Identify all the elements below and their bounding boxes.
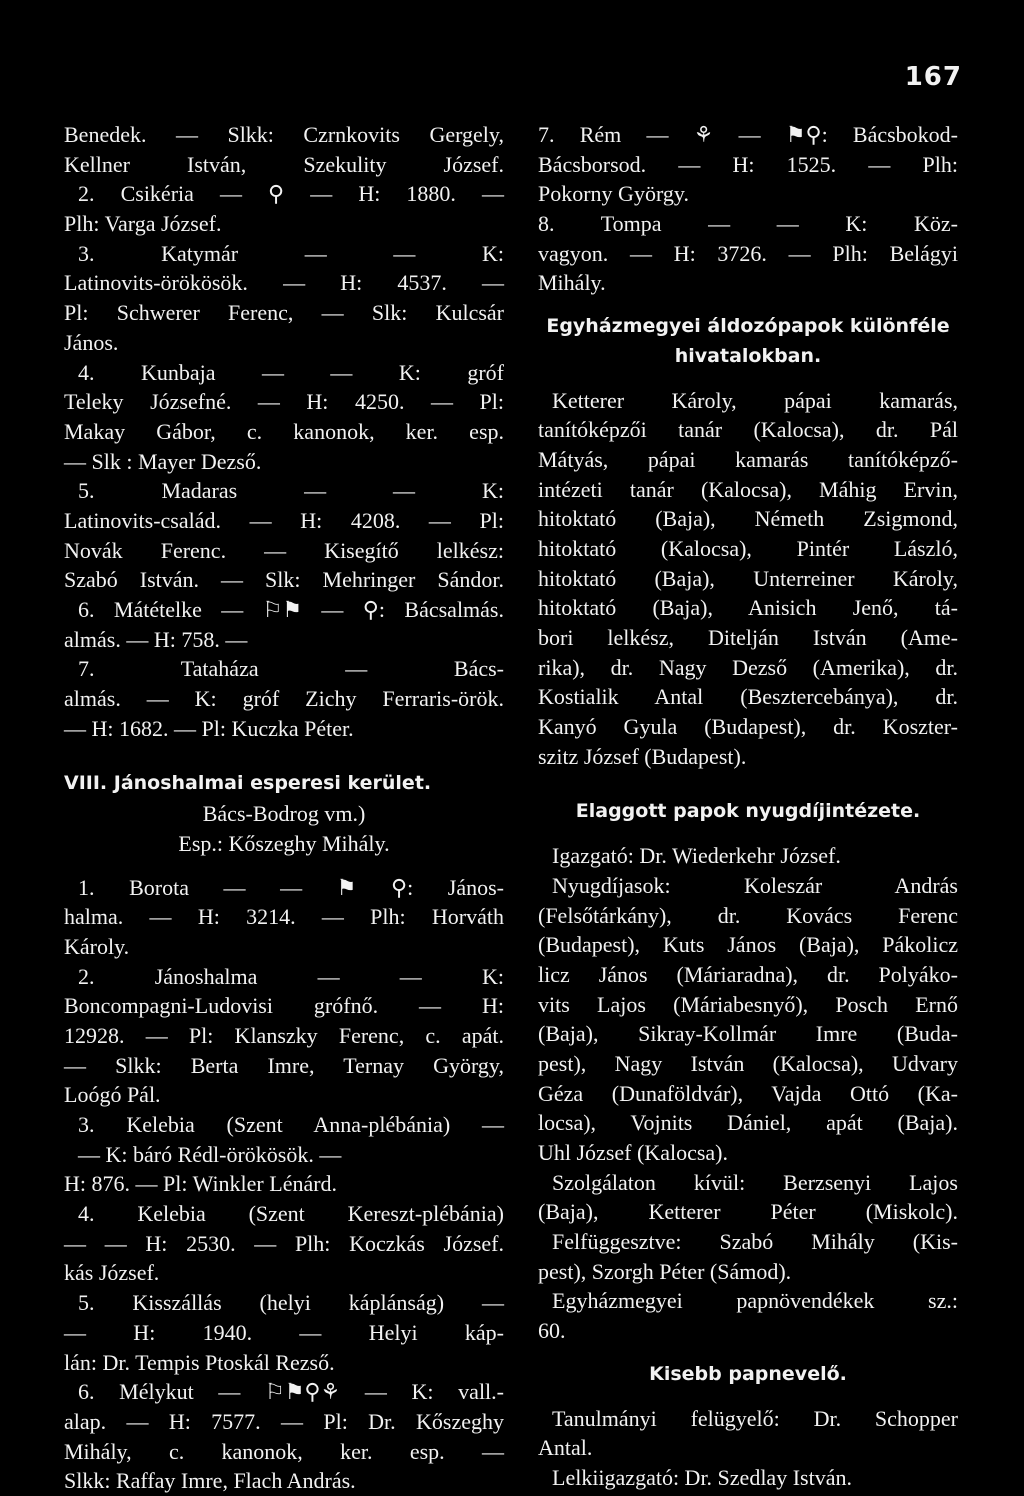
section-heading: Elaggott papok nyugdíjintézete. (575, 800, 921, 823)
text-line: rika), dr. Nagy Dezső (Amerika), dr. (538, 654, 958, 680)
text-line: Slkk: Raffay Imre, Flach András. (64, 1468, 356, 1494)
text-line: H: 876. — Pl: Winkler Lénárd. (64, 1171, 338, 1197)
section-heading: hivatalokban. (674, 344, 822, 367)
text-line: (Felsőtárkány), dr. Kovács Ferenc (538, 902, 958, 928)
text-line: hitoktató (Baja), Anisich Jenő, tá- (538, 595, 958, 621)
text-line: — Slkk: Berta Imre, Ternay György, (64, 1052, 504, 1078)
text-line: Kostialik Antal (Besztercebánya), dr. (538, 684, 958, 710)
text-line: almás. — H: 758. — (64, 626, 248, 652)
text-line: Esp.: Kőszeghy Mihály. (178, 830, 390, 856)
text-line: Plh: Varga József. (64, 211, 222, 237)
text-line: Igazgató: Dr. Wiederkehr József. (552, 843, 841, 869)
text-line: — K: báró Rédl-örökösök. — (78, 1141, 342, 1167)
text-line: Mihály. (538, 270, 606, 296)
text-line: intézeti tanár (Kalocsa), Máhig Ervin, (538, 476, 958, 502)
text-line: hitoktató (Kalocsa), Pintér László, (538, 535, 958, 561)
section-heading: Egyházmegyei áldozópapok különféle (546, 315, 950, 338)
text-line: 2. Csikéria — ⚲ — H: 1880. — (78, 181, 504, 207)
text-line: (Budapest), Kuts János (Baja), Pákolicz (538, 932, 958, 958)
text-line: Loógó Pál. (64, 1082, 161, 1108)
text-line: Kanyó Gyula (Budapest), dr. Koszter- (538, 714, 958, 740)
text-line: Károly. (64, 933, 130, 959)
text-line: Pokorny György. (538, 181, 689, 207)
text-line: vits Lajos (Máriabesnyő), Posch Ernő (538, 991, 958, 1017)
text-line: pest), Nagy István (Kalocsa), Udvary (538, 1050, 958, 1076)
text-line: 8. Tompa — — K: Köz- (538, 211, 958, 237)
text-line: 5. Kisszállás (helyi káplánság) — (78, 1290, 504, 1316)
section-heading: Kisebb papnevelő. (649, 1362, 847, 1385)
text-line: Kellner István, Szekulity József. (64, 151, 504, 177)
text-line: 3. Katymár — — K: (78, 240, 504, 266)
text-line: kás József. (64, 1260, 160, 1286)
text-line: Szabó István. — Slk: Mehringer Sándor. (64, 567, 504, 593)
text-line: Uhl József (Kalocsa). (538, 1140, 728, 1165)
text-line: Ketterer Károly, pápai kamarás, (552, 387, 958, 413)
text-line: Mátyás, pápai kamarás tanítóképző- (538, 446, 958, 472)
text-line: pest), Szorgh Péter (Sámod). (538, 1258, 792, 1284)
text-line: alap. — H: 7577. — Pl: Dr. Kőszeghy (64, 1408, 504, 1434)
text-line: János. (64, 329, 119, 355)
text-line: Géza (Dunaföldvár), Vajda Ottó (Ka- (538, 1080, 958, 1106)
text-line: hitoktató (Baja), Unterreiner Károly, (538, 565, 958, 591)
text-line: — — H: 2530. — Plh: Koczkás József. (64, 1230, 504, 1256)
text-line: Antal. (538, 1435, 593, 1461)
text-line: Pl: Schwerer Ferenc, — Slk: Kulcsár (64, 300, 504, 326)
section-heading: VIII. Jánoshalmai esperesi kerület. (64, 772, 432, 795)
left-column (64, 120, 504, 1496)
text-line: (Baja), Sikray-Kollmár Imre (Buda- (538, 1021, 958, 1047)
text-line: lán: Dr. Tempis Ptoskál Rezső. (64, 1349, 335, 1375)
text-line: 7. Tataháza — Bács- (78, 656, 504, 682)
text-line: 2. Jánoshalma — — K: (78, 963, 504, 989)
text-line: 3. Kelebia (Szent Anna-plébánia) — (78, 1112, 504, 1137)
text-line: Teleky Józsefné. — H: 4250. — Pl: (64, 389, 504, 415)
text-line: Benedek. — Slkk: Czrnkovits Gergely, (64, 122, 504, 147)
text-line: hitoktató (Baja), Németh Zsigmond, (538, 506, 958, 532)
text-line: 4. Kunbaja — — K: gróf (78, 359, 504, 385)
text-line: 4. Kelebia (Szent Kereszt-plébánia) (78, 1201, 504, 1227)
text-line: halma. — H: 3214. — Plh: Horváth (64, 904, 504, 930)
text-line: 6. Mélykut — ⚐⚑⚲⚘ — K: vall.- (78, 1379, 504, 1405)
text-line: locsa), Vojnits Dániel, apát (Baja). (538, 1110, 958, 1136)
text-line: 1. Borota — — ⚑ ⚲: János- (78, 874, 504, 900)
text-line: 7. Rém — ⚘ — ⚑⚲: Bácsbokod- (538, 122, 958, 147)
text-line: tanítóképzői tanár (Kalocsa), dr. Pál (538, 417, 958, 443)
text-line: licz János (Máriaradna), dr. Polyáko- (538, 961, 958, 987)
text-line: Latinovits-örökösök. — H: 4537. — (64, 270, 504, 296)
text-line: Tanulmányi felügyelő: Dr. Schopper (552, 1405, 958, 1431)
text-line: Latinovits-család. — H: 4208. — Pl: (64, 507, 504, 533)
right-column (538, 120, 958, 1493)
text-line: Makay Gábor, c. kanonok, ker. esp. (64, 418, 504, 444)
text-line: Mihály, c. kanonok, ker. esp. — (64, 1438, 504, 1464)
text-line: Nyugdíjasok: Koleszár András (552, 872, 958, 898)
text-line: — H: 1682. — Pl: Kuczka Péter. (64, 715, 354, 741)
text-line: bori lelkész, Ditelján István (Ame- (538, 625, 958, 650)
text-line: — Slk : Mayer Dezső. (64, 448, 262, 474)
text-line: Felfüggesztve: Szabó Mihály (Kis- (552, 1229, 958, 1255)
page-number: 167 (904, 62, 962, 92)
text-line: Egyházmegyei papnövendékek sz.: (552, 1288, 958, 1314)
text-line: 6. Mátételke — ⚐⚑ — ⚲: Bácsalmás. (78, 597, 504, 622)
text-line: 5. Madaras — — K: (78, 478, 504, 504)
text-line: vagyon. — H: 3726. — Plh: Belágyi (538, 240, 958, 266)
text-line: (Baja), Ketterer Péter (Miskolc). (538, 1199, 958, 1225)
text-line: Lelkiigazgató: Dr. Szedlay István. (552, 1464, 852, 1490)
text-line: Bács-Bodrog vm.) (202, 801, 366, 827)
text-line: almás. — K: gróf Zichy Ferraris-örök. (64, 686, 504, 712)
text-line: 12928. — Pl: Klanszky Ferenc, c. apát. (64, 1022, 504, 1048)
text-line: szitz József (Budapest). (538, 743, 747, 769)
text-line: Bácsborsod. — H: 1525. — Plh: (538, 151, 958, 177)
text-line: Novák Ferenc. — Kisegítő lelkész: (64, 537, 504, 563)
text-line: — H: 1940. — Helyi káp- (64, 1319, 504, 1345)
text-line: Szolgálaton kívül: Berzsenyi Lajos (552, 1169, 958, 1195)
text-line: 60. (538, 1318, 566, 1344)
text-line: Boncompagni-Ludovisi grófnő. — H: (64, 993, 504, 1019)
